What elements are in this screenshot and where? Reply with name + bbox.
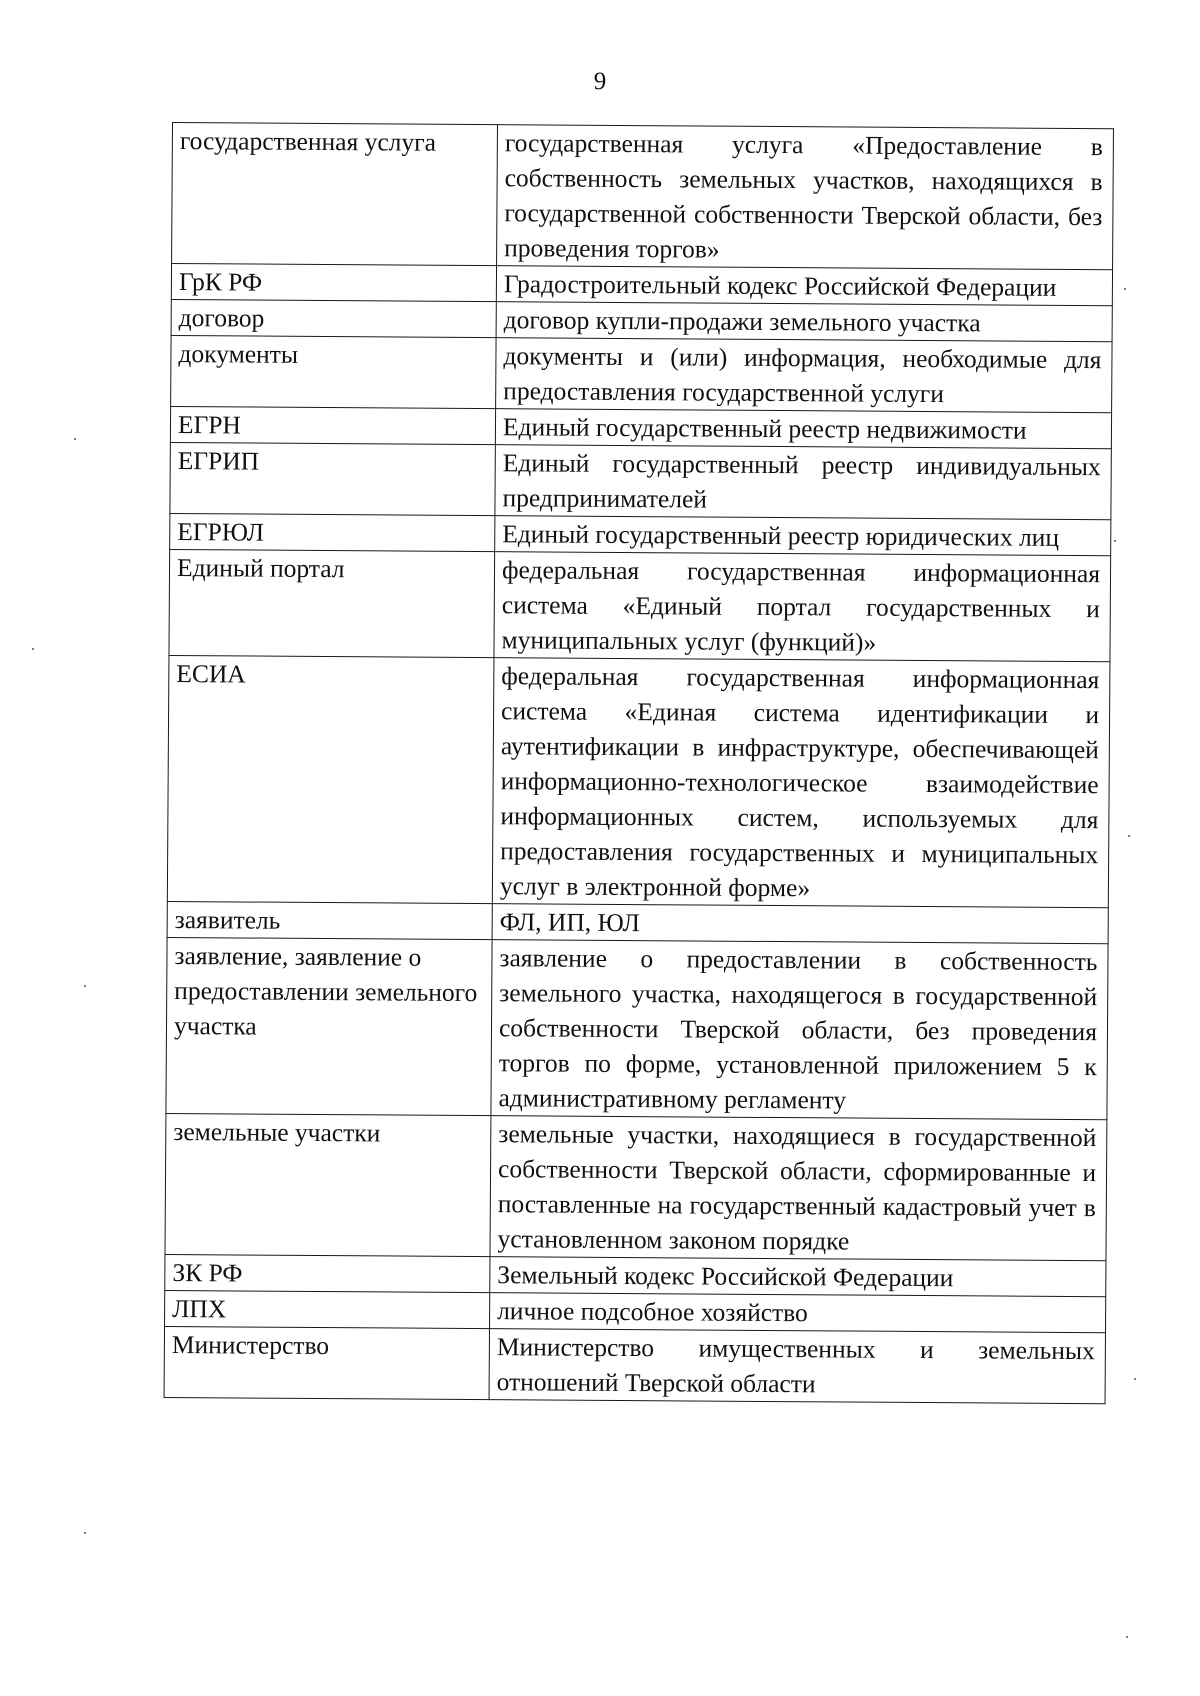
table-row xyxy=(167,901,1108,943)
definition-cell: Единый государственный реестр недвижимости xyxy=(495,409,1111,449)
term-cell: ЕСИА xyxy=(167,655,494,903)
term-cell: государственная услуга xyxy=(172,123,498,266)
definition-cell: заявление о предоставлении в собственность земельного участка, находящегося в государственной собственности Тверской области, без проведения торгов по форме, установленной приложением 5 к административному регламенту xyxy=(491,940,1108,1120)
term-cell: договор xyxy=(171,299,496,337)
table-row xyxy=(167,655,1110,907)
definition-cell: личное подсобное хозяйство xyxy=(490,1293,1106,1333)
glossary-table xyxy=(164,122,1114,1404)
term-cell: ЗК РФ xyxy=(165,1254,490,1292)
definition-cell: государственная услуга «Предоставление в собственность земельных участков, находящихся в государственной собственности Тверской области, без проведения торгов» xyxy=(497,125,1114,270)
table-row xyxy=(172,123,1114,270)
table-row xyxy=(166,937,1108,1119)
term-cell: заявление, заявление о предоставлении земельного участка xyxy=(166,937,492,1115)
term-cell: ЕГРЮЛ xyxy=(170,513,495,551)
definition-cell: ФЛ, ИП, ЮЛ xyxy=(492,904,1108,944)
scan-speck xyxy=(84,1532,86,1534)
table-row xyxy=(164,1326,1105,1403)
table-row xyxy=(165,1290,1106,1332)
table-row xyxy=(171,264,1112,306)
term-cell: Единый портал xyxy=(169,549,495,657)
page-number: 9 xyxy=(593,68,607,95)
definition-cell: договор купли-продажи земельного участка xyxy=(496,302,1112,342)
term-cell: ГрК РФ xyxy=(171,264,496,302)
scan-speck xyxy=(84,985,86,987)
table-row xyxy=(165,1254,1106,1296)
definition-cell: Единый государственный реестр индивидуальных предпринимателей xyxy=(495,445,1111,520)
term-cell: земельные участки xyxy=(165,1113,491,1256)
table-row xyxy=(165,1113,1107,1260)
definition-cell: федеральная государственная информационная система «Единый портал государственных и муниципальных услуг (функций)» xyxy=(494,552,1111,662)
definition-cell: документы и (или) информация, необходимые для предоставления государственной услуги xyxy=(496,338,1112,413)
definition-cell: земельные участки, находящиеся в государственной собственности Тверской области, сформированные и поставленные на государственный кадастровый учет в установленном законом порядке xyxy=(490,1116,1107,1261)
scan-speck xyxy=(1134,1378,1136,1380)
scan-speck xyxy=(1124,288,1126,290)
term-cell: ЕГРИП xyxy=(170,442,495,515)
definition-cell: Земельный кодекс Российской Федерации xyxy=(490,1257,1106,1297)
scan-speck xyxy=(1126,1636,1128,1638)
table-row xyxy=(171,335,1112,412)
term-cell: ЛПХ xyxy=(165,1290,490,1328)
term-cell: документы xyxy=(171,335,496,408)
definition-cell: Единый государственный реестр юридических лиц xyxy=(495,516,1111,556)
scan-speck xyxy=(1128,835,1130,837)
term-cell: ЕГРН xyxy=(170,406,495,444)
definition-cell: Министерство имущественных и земельных отношений Тверской области xyxy=(489,1329,1105,1404)
table-row xyxy=(170,442,1111,519)
scan-speck xyxy=(74,438,76,440)
definition-cell: федеральная государственная информационная система «Единая система идентификации и аутентификации в инфраструктуре, обеспечивающей информационно-технологическое взаимодействие информационных систем, используемых для предоставления государственных и муниципальных услуг в электронной форме» xyxy=(492,658,1110,908)
term-cell: заявитель xyxy=(167,901,492,939)
table-row xyxy=(169,549,1111,661)
scan-speck xyxy=(1114,540,1116,542)
table-row xyxy=(170,513,1111,555)
scan-speck xyxy=(32,648,34,650)
table-row xyxy=(170,406,1111,448)
term-cell: Министерство xyxy=(164,1326,489,1399)
definition-cell: Градостроительный кодекс Российской Федерации xyxy=(496,266,1112,306)
table-row xyxy=(171,299,1112,341)
